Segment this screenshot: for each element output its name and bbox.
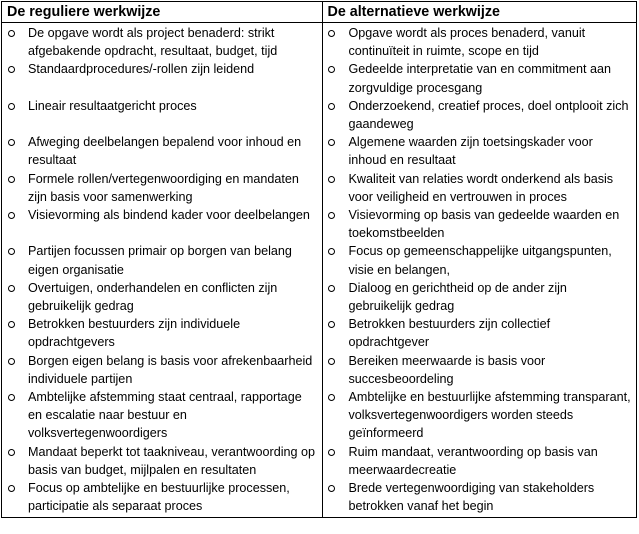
circle-bullet-icon (323, 170, 349, 183)
alternative-list-item-text: Algemene waarden zijn toetsingskader voor inhoud en resultaat (348, 135, 593, 168)
circle-bullet-icon (323, 24, 349, 37)
circle-bullet-icon (323, 97, 349, 110)
regular-list-item (2, 443, 322, 479)
alternative-list-item-text: Betrokken bestuurders zijn collectief opdrachtgever (348, 317, 551, 350)
circle-bullet-icon (2, 60, 28, 73)
alternative-list-item (323, 133, 637, 169)
regular-list-item-text: Visievorming als bindend kader voor deelbelangen (28, 208, 310, 223)
regular-list-item (2, 315, 322, 351)
alternative-list-item-text: Dialoog en gerichtheid op de ander zijn gebruikelijk gedrag (348, 280, 567, 314)
alternative-list-item-text: Ambtelijke en bestuurlijke afstemming transparant, volksvertegenwoordigers worden steeds geïnformeerd (348, 390, 631, 441)
alternative-list-item-text: Visievorming op basis van gedeelde waarden en toekomstbeelden (348, 208, 620, 241)
alternative-list-item-text: Kwaliteit van relaties wordt onderkend als basis voor veiligheid en vertrouwen in proces (348, 171, 614, 204)
circle-bullet-icon (2, 315, 28, 328)
circle-bullet-icon (323, 388, 349, 401)
alternative-list-item (323, 388, 637, 443)
circle-bullet-icon (2, 97, 28, 110)
alternative-list-item-text: Ruim mandaat, verantwoording op basis van meerwaardecreatie (348, 444, 598, 477)
circle-bullet-icon (323, 315, 349, 328)
alternative-list-item (323, 170, 637, 206)
circle-bullet-icon (323, 479, 349, 492)
regular-list-item-text: Partijen focussen primair op borgen van belang eigen organisatie (28, 244, 292, 277)
circle-bullet-icon (323, 133, 349, 146)
alternative-list-item (323, 242, 637, 278)
regular-list-item-text: Formele rollen/vertegenwoordiging en mandaten zijn basis voor samenwerking (28, 171, 299, 204)
circle-bullet-icon (2, 133, 28, 146)
circle-bullet-icon (2, 352, 28, 365)
alternative-list-item (323, 206, 637, 242)
regular-list-item-text: Betrokken bestuurders zijn individuele opdrachtgevers (28, 317, 241, 350)
alternative-list-item (323, 315, 637, 351)
table-header-row (2, 2, 637, 23)
alternative-list-item-text: Onderzoekend, creatief proces, doel ontplooit zich gaandeweg (348, 98, 629, 132)
regular-method-cell (2, 23, 323, 518)
header-alternative-method: De alternatieve werkwijze (322, 2, 637, 23)
circle-bullet-icon (2, 170, 28, 183)
circle-bullet-icon (2, 206, 28, 219)
alternative-list-item (323, 443, 637, 479)
circle-bullet-icon (323, 60, 349, 73)
regular-list-item (2, 479, 322, 515)
regular-list-item-text: Ambtelijke afstemming staat centraal, rapportage en escalatie naar bestuur en volksvertegenwoordigers (28, 390, 302, 441)
regular-list-item-text: Lineair resultaatgericht proces (28, 98, 197, 113)
alternative-list-item (323, 352, 637, 388)
regular-list-item (2, 170, 322, 206)
regular-list-item (2, 97, 322, 133)
regular-list-item (2, 242, 322, 278)
circle-bullet-icon (2, 24, 28, 37)
alternative-list-item (323, 479, 637, 515)
circle-bullet-icon (323, 242, 349, 255)
regular-list-item-text: Afweging deelbelangen bepalend voor inhoud en resultaat (28, 135, 302, 168)
alternative-list-item (323, 97, 637, 133)
regular-list-item (2, 352, 322, 388)
table-body-row (2, 23, 637, 518)
circle-bullet-icon (323, 443, 349, 456)
circle-bullet-icon (2, 443, 28, 456)
regular-list-item-text: Borgen eigen belang is basis voor afrekenbaarheid individuele partijen (28, 353, 313, 386)
regular-list-item-text: De opgave wordt als project benaderd: strikt afgebakende opdracht, resultaat, budget, tijd (28, 26, 278, 59)
circle-bullet-icon (2, 388, 28, 401)
alternative-list-item-text: Opgave wordt als proces benaderd, vanuit continuïteit in ruimte, scope en tijd (348, 26, 586, 59)
circle-bullet-icon (323, 206, 349, 219)
regular-list-item (2, 133, 322, 169)
regular-list-item (2, 24, 322, 60)
alternative-method-cell (322, 23, 637, 518)
regular-list-item (2, 206, 322, 242)
alternative-list-item (323, 60, 637, 96)
alternative-list-item (323, 279, 637, 315)
alternative-list-item-text: Gedeelde interpretatie van en commitment aan zorgvuldige procesgang (348, 62, 612, 95)
regular-list-item (2, 388, 322, 443)
alternative-method-list (323, 23, 637, 517)
regular-list-item-text: Mandaat beperkt tot taakniveau, verantwoording op basis van budget, mijlpalen en resultaten (28, 444, 316, 477)
alternative-list-item-text: Bereiken meerwaarde is basis voor succesbeoordeling (348, 353, 546, 386)
regular-list-item-text: Standaardprocedures/-rollen zijn leidend (28, 62, 255, 77)
header-regular-method: De reguliere werkwijze (2, 2, 323, 23)
regular-method-list (2, 23, 322, 517)
regular-list-item-text: Focus op ambtelijke en bestuurlijke processen, participatie als separaat proces (28, 481, 290, 514)
circle-bullet-icon (2, 479, 28, 492)
regular-list-item (2, 60, 322, 96)
circle-bullet-icon (2, 242, 28, 255)
alternative-list-item-text: Brede vertegenwoordiging van stakeholders betrokken vanaf het begin (348, 481, 595, 514)
comparison-table (1, 1, 637, 518)
circle-bullet-icon (323, 279, 349, 292)
regular-list-item (2, 279, 322, 315)
circle-bullet-icon (323, 352, 349, 365)
alternative-list-item-text: Focus op gemeenschappelijke uitgangspunten, visie en belangen, (348, 244, 612, 277)
circle-bullet-icon (2, 279, 28, 292)
regular-list-item-text: Overtuigen, onderhandelen en conflicten zijn gebruikelijk gedrag (28, 280, 278, 314)
alternative-list-item (323, 24, 637, 60)
